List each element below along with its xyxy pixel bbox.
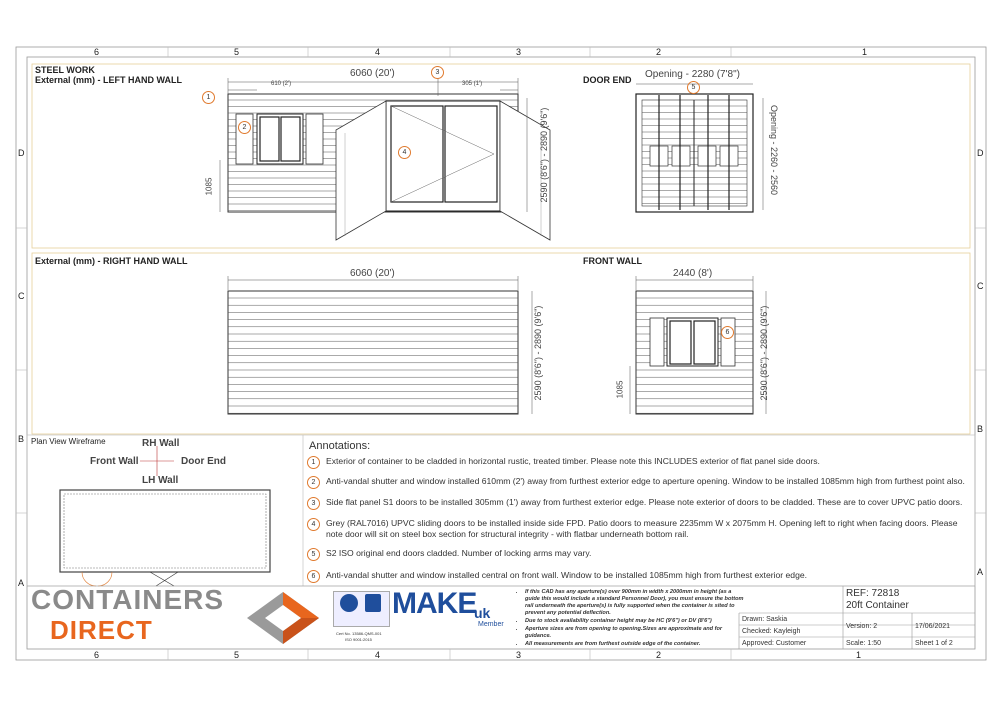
plan-front-wall: Front Wall <box>90 456 139 467</box>
ukas-crown-icon <box>365 594 381 612</box>
annotation-number: 3 <box>307 497 320 510</box>
col-label: 1 <box>862 47 868 57</box>
dim-door-height: Opening - 2260 - 2560 <box>769 104 779 196</box>
note-item: • Due to stock availability container height may be HC (9'6") or DV (8'6") <box>525 618 747 625</box>
door-end-label: DOOR END <box>583 75 632 85</box>
col-label: 2 <box>656 650 662 660</box>
col-label: 5 <box>234 47 240 57</box>
note-item: • If this CAD has any aperture(s) over 900mm in width x 2000mm in height (as a guide this would include a standard Personnel Door), you must ensure the bottom rail underneath the aperture(s) is fully supported when the container is sited to prevent any potential deflection. <box>525 589 747 617</box>
annotation-text: S2 ISO original end doors cladded. Number of locking arms may vary. <box>326 548 592 558</box>
annotation-text: Exterior of container to be cladded in horizontal rustic, treated timber. Please note this INCLUDES exterior of flat panel side doors. <box>326 456 820 466</box>
row-label: A <box>18 578 25 588</box>
checked-by: Checked: Kayleigh <box>742 628 801 635</box>
annotation-text: Anti-vandal shutter and window installed central on front wall. Window to be installed 1085mm high from furthest exterior edge. <box>326 570 808 580</box>
col-label: 6 <box>94 650 100 660</box>
approved-by: Approved: Customer <box>742 640 807 647</box>
row-label: D <box>977 148 984 158</box>
dim-left-1085: 1085 <box>204 177 214 196</box>
drawing-description: 20ft Container <box>846 600 909 611</box>
plan-rh-wall: RH Wall <box>142 438 180 449</box>
col-label: 3 <box>516 650 522 660</box>
annotation-number: 2 <box>307 476 320 489</box>
make-uk: uk <box>474 605 491 621</box>
plan-view-label: Plan View Wireframe <box>31 437 106 446</box>
date: 17/06/2021 <box>915 623 951 630</box>
front-wall-drawing <box>630 276 766 414</box>
row-label: A <box>977 567 984 577</box>
dim-right-length: 6060 (20') <box>350 268 395 279</box>
plan-door-end: Door End <box>181 456 226 467</box>
row-label: C <box>977 281 984 291</box>
left-wall-label: External (mm) - LEFT HAND WALL <box>35 75 183 85</box>
col-label: 5 <box>234 650 240 660</box>
note-item: • Aperture sizes are from opening to opening.Sizes are approximate and for guidance. <box>525 626 747 640</box>
cert-circle-icon <box>340 594 358 612</box>
col-label: 4 <box>375 650 381 660</box>
dim-front-height: 2590 (8'6") - 2890 (9'6") <box>759 305 769 401</box>
row-label: B <box>977 424 984 434</box>
drawn-by: Drawn: Saskia <box>742 616 788 623</box>
marker-5: 5 <box>687 81 700 94</box>
col-label: 6 <box>94 47 100 57</box>
right-wall-drawing <box>228 276 532 414</box>
dim-right-height: 2590 (8'6") - 2890 (9'6") <box>533 305 543 401</box>
row-label: C <box>18 291 25 301</box>
annotations-title: Annotations: <box>309 440 371 452</box>
logo-containers: CONTAINERS <box>31 584 225 615</box>
right-wall-label: External (mm) - RIGHT HAND WALL <box>35 256 188 266</box>
cert-number: Cert No. 13586-QMS-001 <box>336 631 382 636</box>
dim-door-width: Opening - 2280 (7'8") <box>645 69 740 80</box>
make-logo: MAKE <box>392 587 477 620</box>
annotation-text: Grey (RAL7016) UPVC sliding doors to be installed inside side FPD. Patio doors to measure 2235mm W x 2075mm H. Opening left to right when facing doors. Please note door will sit on steel box section for structural integrity - with flatbar underneath bottom rail. <box>326 518 958 539</box>
note-item: • All measurements are from furthest outside edge of the container. <box>525 641 747 648</box>
version: Version: 2 <box>846 623 878 630</box>
cert-iso: ISO 9001:2015 <box>345 637 372 642</box>
left-wall-drawing <box>220 78 550 240</box>
row-label: D <box>18 148 25 158</box>
door-end-drawing <box>636 84 763 212</box>
front-wall-label: FRONT WALL <box>583 256 642 266</box>
notes-list <box>517 589 747 649</box>
scale: Scale: 1:50 <box>846 640 882 647</box>
steel-work-label: STEEL WORK <box>35 65 95 75</box>
marker-4: 4 <box>398 146 411 159</box>
make-member: Member <box>478 621 504 628</box>
col-label: 3 <box>516 47 522 57</box>
dim-front-1085: 1085 <box>615 380 625 399</box>
sheet: Sheet 1 of 2 <box>915 640 953 647</box>
marker-1: 1 <box>202 91 215 104</box>
dim-left-610: 610 (2') <box>271 81 292 87</box>
annotation-number: 5 <box>307 548 320 561</box>
dim-left-305: 305 (1') <box>462 81 483 87</box>
annotation-number: 6 <box>307 570 320 583</box>
annotation-text: Side flat panel S1 doors to be installed 305mm (1') away from furthest exterior edge. Please note exterior of doors to be cladded. These are to cover UPVC patio doors. <box>326 497 963 507</box>
row-label: B <box>18 434 25 444</box>
dim-left-height: 2590 (8'6") - 2890 (9'6") <box>539 107 549 203</box>
plan-lh-wall: LH Wall <box>142 475 179 486</box>
col-label: 2 <box>656 47 662 57</box>
annotation-number: 4 <box>307 518 320 531</box>
logo-direct: DIRECT <box>50 615 153 645</box>
marker-6: 6 <box>721 326 734 339</box>
annotation-number: 1 <box>307 456 320 469</box>
logo-diamond-icon <box>245 590 321 646</box>
col-label: 1 <box>856 650 862 660</box>
dim-left-length: 6060 (20') <box>350 68 395 79</box>
col-label: 4 <box>375 47 381 57</box>
marker-3: 3 <box>431 66 444 79</box>
annotation-text: Anti-vandal shutter and window installed 610mm (2') away from furthest exterior edge to aperture opening. Window to be installed 1085mm high from furthest point also. <box>326 476 965 486</box>
dim-front-width: 2440 (8') <box>673 268 713 279</box>
marker-2: 2 <box>238 121 251 134</box>
ref-number: REF: 72818 <box>846 588 900 599</box>
plan-view-drawing <box>60 446 270 586</box>
